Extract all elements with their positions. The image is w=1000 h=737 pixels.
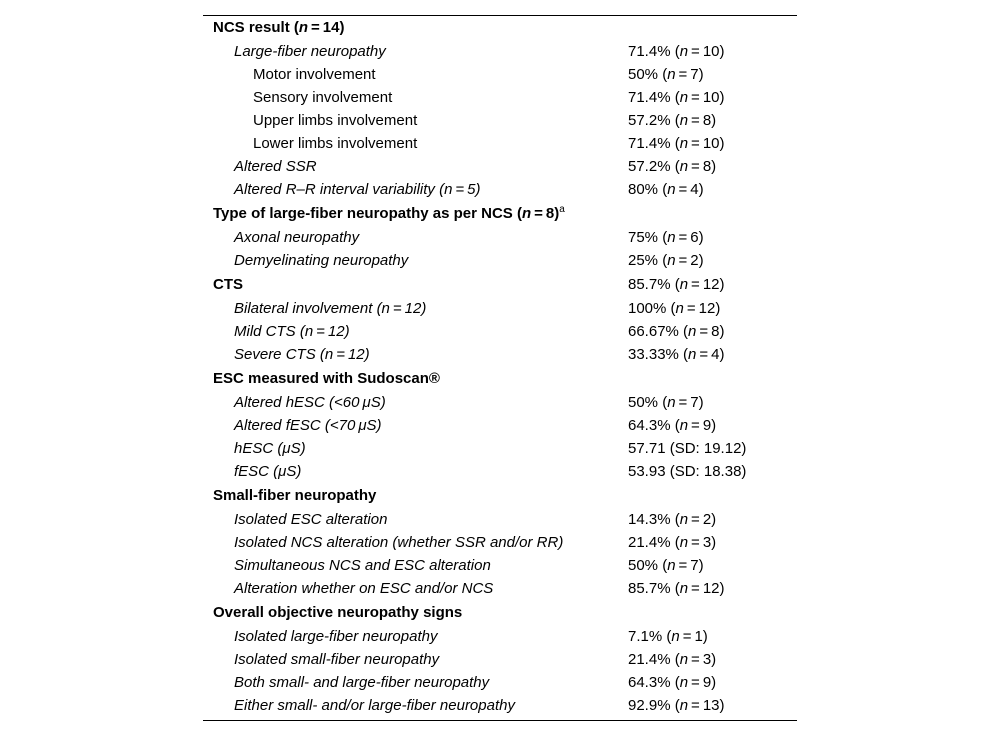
row-value: 53.93 (SD: 18.38) <box>628 463 747 480</box>
section-header <box>203 483 797 508</box>
row-label: Isolated small-fiber neuropathy <box>234 651 440 668</box>
section-header <box>203 201 797 226</box>
row-value: 57.2% (n = 8) <box>628 158 717 175</box>
row-value: 50% (n = 7) <box>628 394 704 411</box>
row-value: 80% (n = 4) <box>628 181 704 198</box>
row-value: 25% (n = 2) <box>628 252 704 269</box>
row-label: Altered fESC (<70 μS) <box>234 417 382 434</box>
table-row <box>203 86 797 109</box>
row-label: Motor involvement <box>253 66 376 83</box>
row-label: Alteration whether on ESC and/or NCS <box>234 580 494 597</box>
row-label: Isolated ESC alteration <box>234 511 388 528</box>
row-label: Lower limbs involvement <box>253 135 418 152</box>
section-header-label: NCS result (n = 14) <box>213 19 345 36</box>
table-row <box>203 343 797 366</box>
footnote-marker: a <box>559 204 565 215</box>
section-header <box>203 16 797 40</box>
table-body <box>203 16 797 717</box>
section-header <box>203 600 797 625</box>
table-row <box>203 226 797 249</box>
table-row <box>203 178 797 201</box>
table-row <box>203 625 797 648</box>
table-row <box>203 460 797 483</box>
row-value: 100% (n = 12) <box>628 300 721 317</box>
row-label: Axonal neuropathy <box>234 229 360 246</box>
table-row <box>203 694 797 717</box>
row-value: 33.33% (n = 4) <box>628 346 725 363</box>
table-row <box>203 391 797 414</box>
table-row <box>203 155 797 178</box>
table-bottom-rule <box>203 720 797 721</box>
section-header-label: CTS <box>213 276 243 293</box>
row-value: 66.67% (n = 8) <box>628 323 725 340</box>
table-row <box>203 297 797 320</box>
section-header-label: Type of large-fiber neuropathy as per NCS (n = 8)$^a$ <box>213 204 565 222</box>
row-label: hESC (μS) <box>234 440 306 457</box>
table-row <box>203 109 797 132</box>
section-header-label: Overall objective neuropathy signs <box>213 604 463 621</box>
row-value: 92.9% (n = 13) <box>628 697 725 714</box>
row-label: Mild CTS (n = 12) <box>234 323 350 340</box>
row-value: 71.4% (n = 10) <box>628 89 725 106</box>
row-label: Altered SSR <box>234 158 317 175</box>
row-value: 75% (n = 6) <box>628 229 704 246</box>
row-label: Isolated large-fiber neuropathy <box>234 628 438 645</box>
row-label: Simultaneous NCS and ESC alteration <box>234 557 491 574</box>
row-label: Altered R–R interval variability (n = 5) <box>234 181 481 198</box>
row-value: 71.4% (n = 10) <box>628 135 725 152</box>
row-value: 71.4% (n = 10) <box>628 43 725 60</box>
table-row <box>203 671 797 694</box>
row-label: fESC (μS) <box>234 463 302 480</box>
row-value: 57.2% (n = 8) <box>628 112 717 129</box>
row-label: Upper limbs involvement <box>253 112 418 129</box>
row-label: Demyelinating neuropathy <box>234 252 409 269</box>
section-header-label: Small-fiber neuropathy <box>213 487 377 504</box>
row-label: Large-fiber neuropathy <box>234 43 386 60</box>
table-row <box>203 40 797 63</box>
table-row <box>203 249 797 272</box>
table-row <box>203 554 797 577</box>
table-row <box>203 577 797 600</box>
row-value: 21.4% (n = 3) <box>628 651 717 668</box>
row-value: 14.3% (n = 2) <box>628 511 717 528</box>
row-value: 50% (n = 7) <box>628 557 704 574</box>
table-row <box>203 531 797 554</box>
row-label: Sensory involvement <box>253 89 393 106</box>
row-label: Severe CTS (n = 12) <box>234 346 370 363</box>
results-table <box>203 15 797 717</box>
table-row <box>203 437 797 460</box>
row-value: 64.3% (n = 9) <box>628 417 717 434</box>
table-row <box>203 320 797 343</box>
row-label: Altered hESC (<60 μS) <box>234 394 386 411</box>
table-row <box>203 648 797 671</box>
row-value: 85.7% (n = 12) <box>628 580 725 597</box>
table-row <box>203 63 797 86</box>
row-value: 57.71 (SD: 19.12) <box>628 440 747 457</box>
row-label: Either small- and/or large-fiber neuropathy <box>234 697 515 714</box>
table-row <box>203 508 797 531</box>
row-label: Bilateral involvement (n = 12) <box>234 300 427 317</box>
row-label: Both small- and large-fiber neuropathy <box>234 674 490 691</box>
section-header-label: ESC measured with Sudoscan® <box>213 370 440 387</box>
row-value: 21.4% (n = 3) <box>628 534 717 551</box>
row-value: 64.3% (n = 9) <box>628 674 717 691</box>
section-header-value: 85.7% (n = 12) <box>628 276 725 293</box>
row-value: 50% (n = 7) <box>628 66 704 83</box>
row-value: 7.1% (n = 1) <box>628 628 708 645</box>
table-row <box>203 132 797 155</box>
section-header <box>203 366 797 391</box>
table-row <box>203 414 797 437</box>
section-header <box>203 272 797 297</box>
row-label: Isolated NCS alteration (whether SSR and/or RR) <box>234 534 564 551</box>
